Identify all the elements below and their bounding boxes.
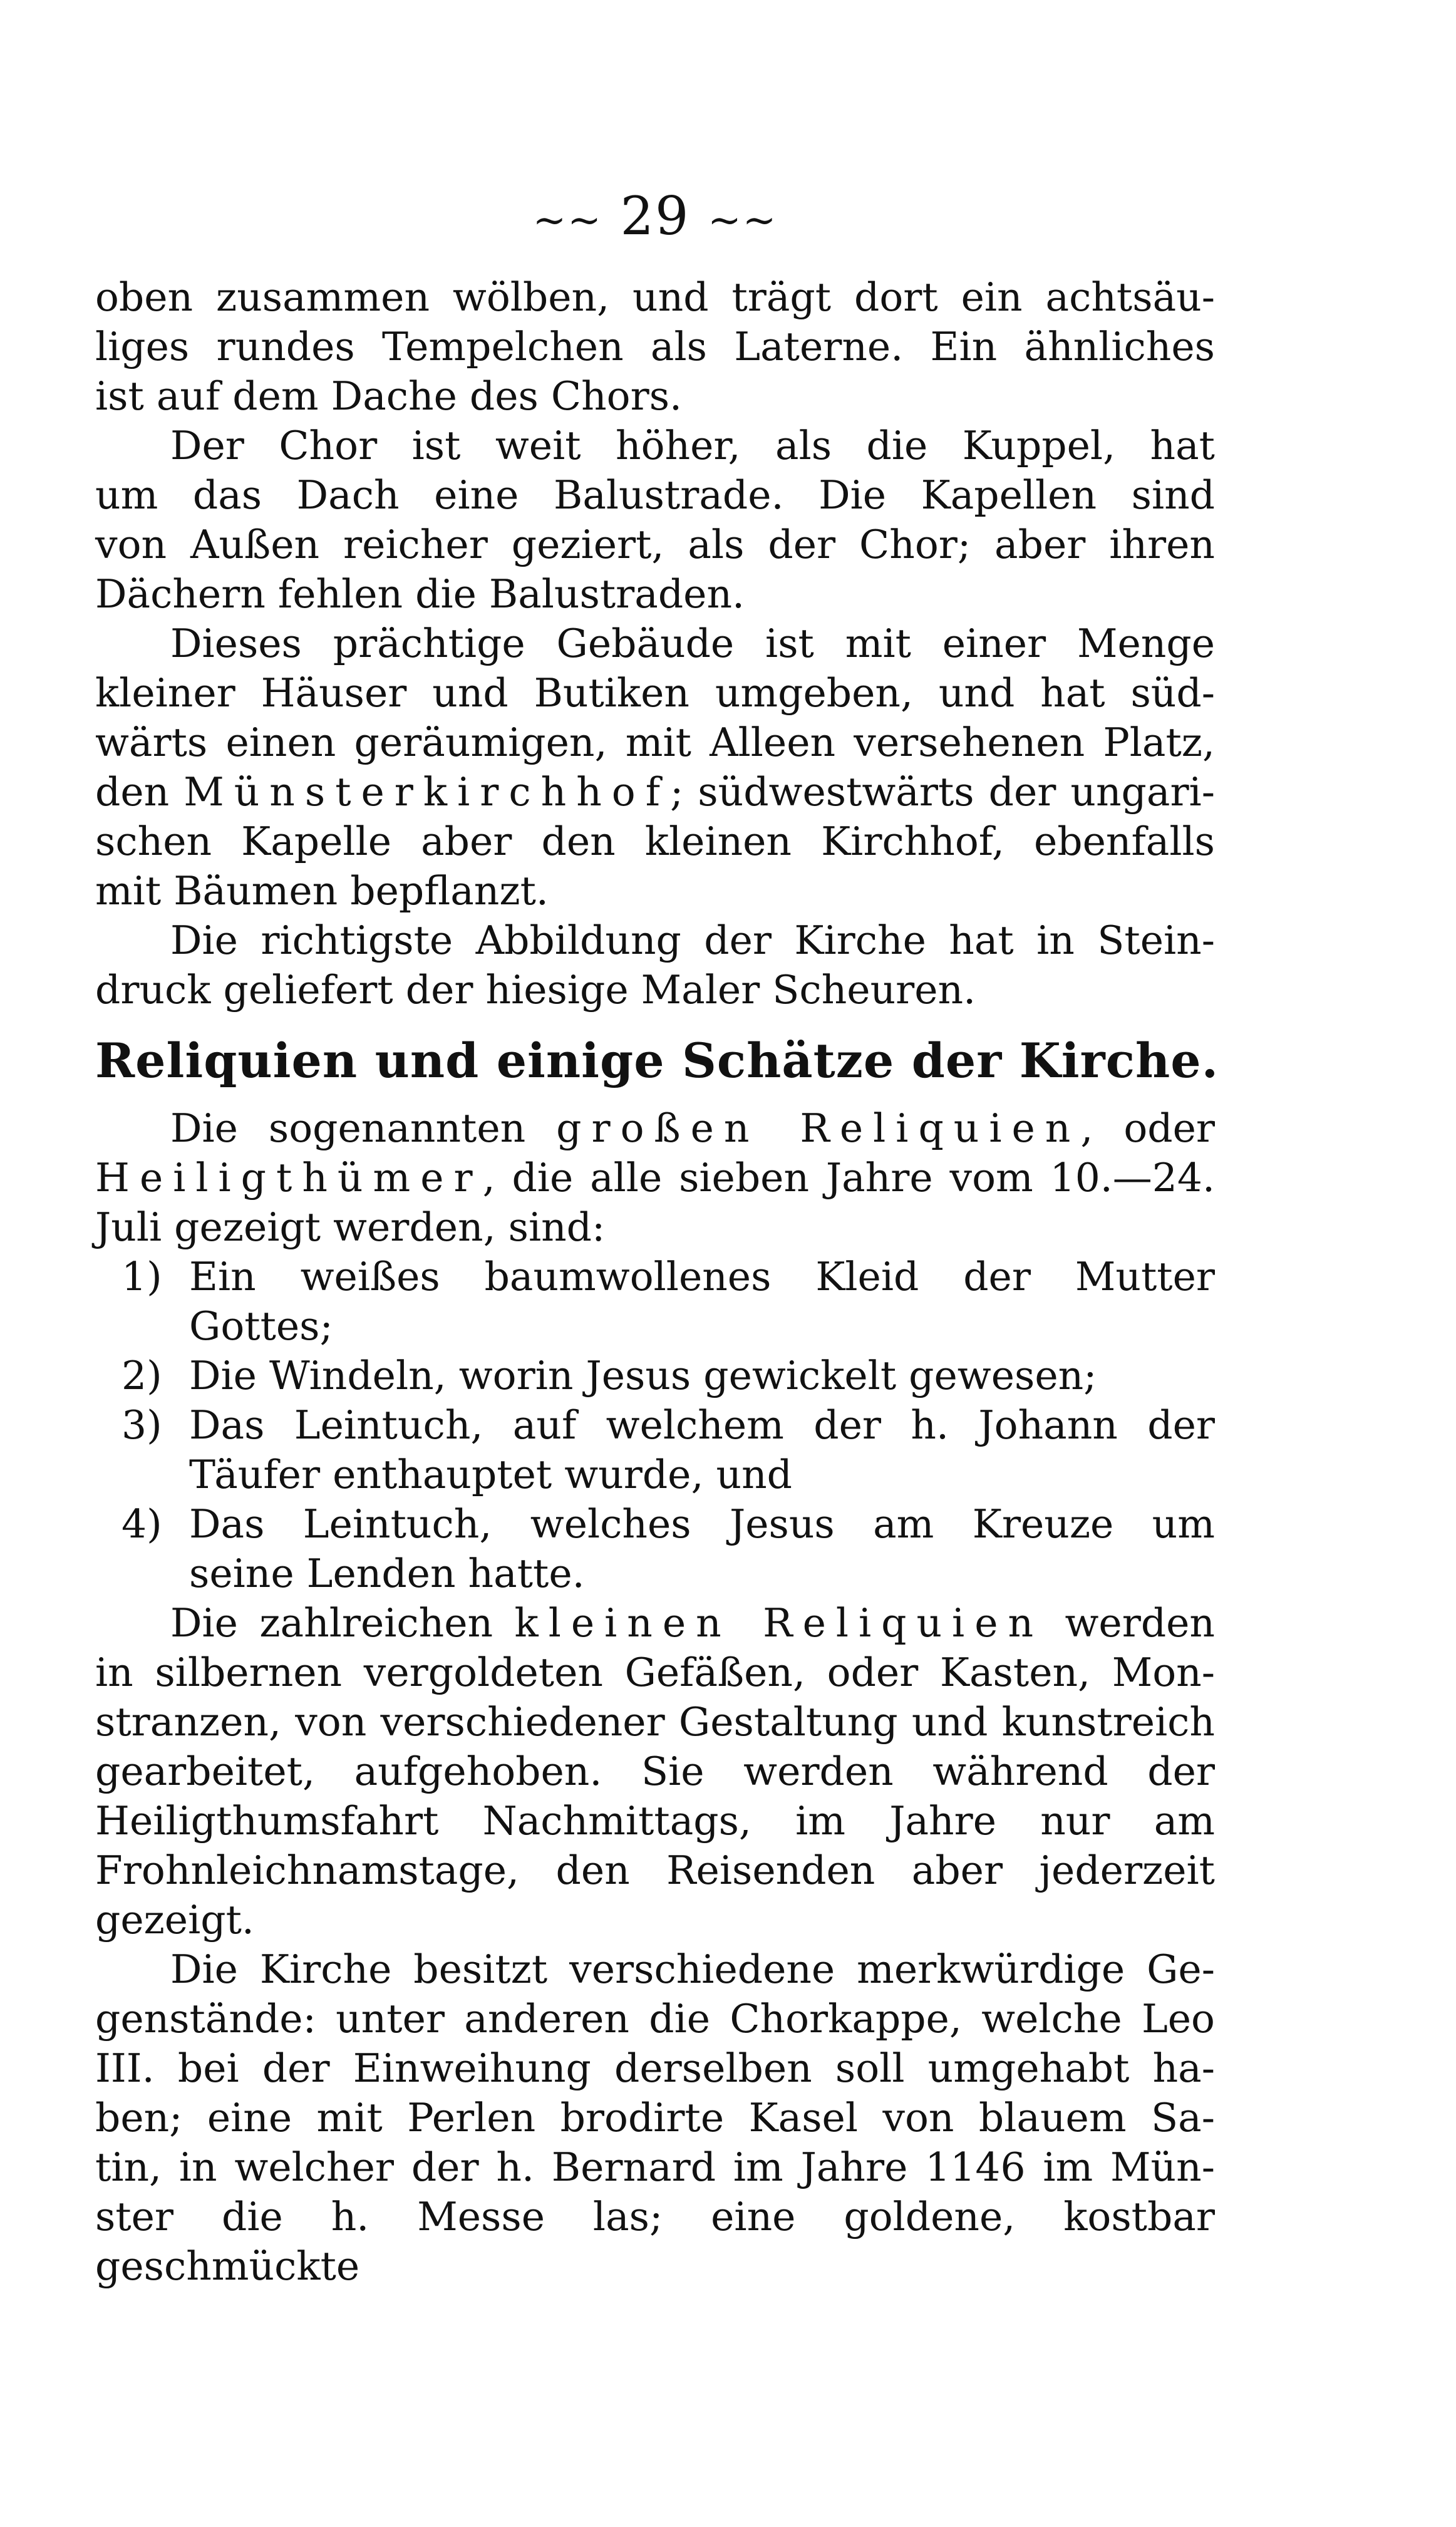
text-line: Dieses prächtige Gebäude ist mit einer Menge	[170, 621, 1215, 666]
text-line: liges rundes Tempelchen als Laterne. Ein ähnliches	[95, 324, 1215, 369]
text-line	[95, 1153, 1215, 1202]
text-run: werden	[1043, 1600, 1216, 1646]
list-item	[95, 1351, 1215, 1400]
text-line: III. bei der Einweihung derselben soll umgehabt ha-	[95, 2045, 1215, 2091]
text-line: schen Kapelle aber den kleinen Kirchhof, ebenfalls	[95, 819, 1215, 864]
text-line: in silbernen vergoldeten Gefäßen, oder Kasten, Mon-	[95, 1650, 1215, 1695]
text-line: genstände: unter anderen die Chorkappe, welche Leo	[95, 1996, 1215, 2042]
text-line: druck geliefert der hiesige Maler Scheuren.	[95, 967, 976, 1013]
text-line: stranzen, von verschiedener Gestaltung und kunstreich	[95, 1699, 1215, 1745]
list-number: 1)	[121, 1254, 162, 1300]
text-line: Der Chor ist weit höher, als die Kuppel, hat	[170, 423, 1215, 468]
paragraph-1	[95, 272, 1215, 421]
text-line: mit Bäumen bepflanzt.	[95, 868, 549, 914]
list-item	[95, 1252, 1215, 1351]
text-line: tin, in welcher der h. Bernard im Jahre 1146 im Mün-	[95, 2144, 1215, 2190]
text-line: oben zusammen wölben, und trägt dort ein achtsäu-	[95, 274, 1215, 320]
text-line: Das Leintuch, welches Jesus am Kreuze um	[189, 1501, 1215, 1547]
text-line: Dächern fehlen die Balustraden.	[95, 571, 745, 617]
text-line: ben; eine mit Perlen brodirte Kasel von blauem Sa-	[95, 2095, 1215, 2141]
text-line	[95, 1103, 1215, 1153]
text-line: Das Leintuch, auf welchem der h. Johann der	[189, 1402, 1215, 1448]
text-run: , die alle sieben Jahre vom 10.—24.	[482, 1155, 1215, 1201]
paragraph-7	[95, 1945, 1215, 2291]
relic-list	[95, 1252, 1215, 1598]
text-line: Die Kirche besitzt verschiedene merkwürdige Ge-	[170, 1946, 1215, 1992]
spaced-term: Münsterkirchhof	[183, 769, 671, 815]
list-item	[95, 1400, 1215, 1499]
text-line: Ein weißes baumwollenes Kleid der Mutter	[189, 1254, 1215, 1300]
text-line: Frohnleichnamstage, den Reisenden aber jederzeit	[95, 1847, 1215, 1893]
paragraph-4	[95, 916, 1215, 1015]
spaced-term: Heiligthümer	[95, 1155, 483, 1201]
text-line: um das Dach eine Balustrade. Die Kapellen sind	[95, 472, 1215, 518]
spaced-term: großen Reliquien	[556, 1105, 1081, 1151]
text-line	[95, 767, 1215, 817]
page-header	[95, 182, 1215, 255]
text-line: wärts einen geräumigen, mit Alleen versehenen Platz,	[95, 720, 1215, 765]
text-line: Juli gezeigt werden, sind:	[95, 1204, 606, 1250]
paragraph-6	[95, 1598, 1215, 1945]
text-line: ster die h. Messe las; eine goldene, kostbar geschmückte	[95, 2194, 1215, 2289]
text-line: gearbeitet, aufgehoben. Sie werden während der	[95, 1749, 1215, 1794]
text-line: Die richtigste Abbildung der Kirche hat in Stein-	[170, 917, 1215, 963]
paragraph-3	[95, 619, 1215, 916]
text-line: Täufer enthauptet wurde, und	[189, 1452, 792, 1497]
text-line: ist auf dem Dache des Chors.	[95, 373, 683, 419]
text-line: seine Lenden hatte.	[189, 1551, 585, 1596]
text-line: kleiner Häuser und Butiken umgeben, und hat süd-	[95, 670, 1215, 716]
text-line: Heiligthumsfahrt Nachmittags, im Jahre nur am	[95, 1798, 1215, 1844]
text-run: ; südwestwärts der ungari-	[670, 769, 1215, 815]
page-number: 29	[620, 185, 690, 247]
text-run: den	[95, 769, 184, 815]
text-run: Die sogenannten	[170, 1105, 557, 1151]
text-line	[95, 1598, 1215, 1648]
list-number: 4)	[121, 1501, 162, 1547]
spaced-term: kleinen Reliquien	[514, 1600, 1044, 1646]
section-heading: Reliquien und einige Schätze der Kirche.	[95, 1033, 1219, 1088]
text-line: gezeigt.	[95, 1897, 254, 1943]
text-line: von Außen reicher geziert, als der Chor; aber ihren	[95, 522, 1215, 567]
list-item	[95, 1499, 1215, 1598]
text-run: , oder	[1080, 1105, 1215, 1151]
paragraph-5	[95, 1103, 1215, 1252]
list-number: 2)	[121, 1353, 162, 1398]
paragraph-2	[95, 421, 1215, 619]
ornament-right: ~~	[708, 197, 778, 244]
text-line: Gottes;	[189, 1303, 333, 1349]
text-line: Die Windeln, worin Jesus gewickelt gewesen;	[189, 1353, 1097, 1398]
text-run: Die zahlreichen	[170, 1600, 515, 1646]
list-number: 3)	[121, 1402, 162, 1448]
ornament-left: ~~	[532, 197, 602, 244]
